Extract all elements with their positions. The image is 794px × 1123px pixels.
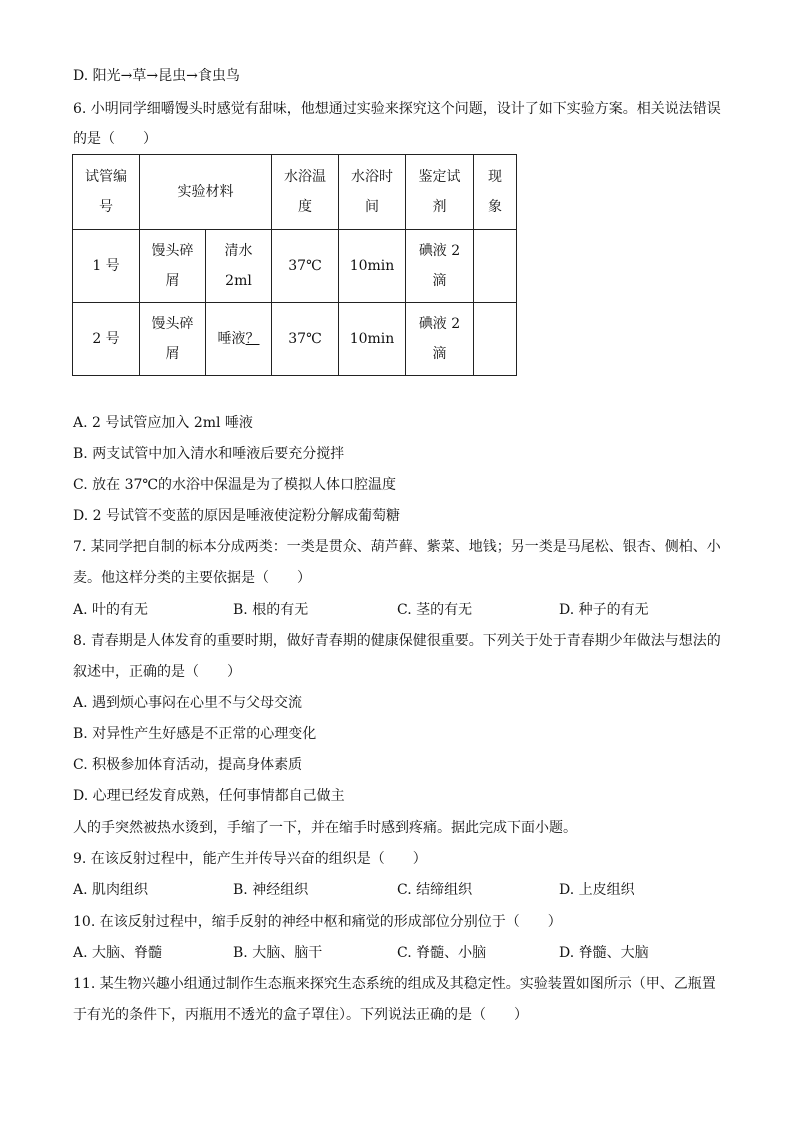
tube-2-liquid: 唾液？: [206, 303, 272, 376]
q7-options: [73, 600, 733, 620]
q6-option-b: B. 两支试管中加入清水和唾液后要充分搅拌: [73, 446, 345, 462]
tube-1-time: 10min: [339, 230, 406, 303]
header-tube-number: 试管编 号: [73, 155, 140, 230]
experiment-table: [72, 154, 517, 376]
q9-option-c: C. 结缔组织: [397, 882, 473, 898]
tube-1-liquid: 清水 2ml: [206, 230, 272, 303]
q10-option-b: B. 大脑、脑干: [233, 945, 323, 961]
tube-2-reagent: 碘液 2 滴: [406, 303, 474, 376]
q7-option-d: D. 种子的有无: [559, 602, 649, 618]
q9-option-d: D. 上皮组织: [559, 882, 635, 898]
q8-option-c: C. 积极参加体育活动，提高身体素质: [73, 757, 303, 773]
q8-option-b: B. 对异性产生好感是不正常的心理变化: [73, 726, 317, 742]
q9-option-b: B. 神经组织: [233, 882, 309, 898]
q10-stem: 10. 在该反射过程中，缩手反射的神经中枢和痛觉的形成部位分别位于（ ）: [73, 914, 562, 930]
q10-option-d: D. 脊髓、大脑: [559, 945, 649, 961]
q10-option-a: A. 大脑、脊髓: [73, 945, 163, 961]
tube-2-material: 馒头碎 屑: [140, 303, 206, 376]
q8-option-d: D. 心理已经发育成熟，任何事情都自己做主: [73, 788, 345, 804]
q6-option-a: A. 2 号试管应加入 2ml 唾液: [73, 415, 253, 431]
tube-1-label: 1 号: [73, 230, 140, 303]
q7-stem-line1: 7. 某同学把自制的标本分成两类：一类是贯众、葫芦藓、紫菜、地钱；另一类是马尾松、银杏、侧柏、小: [73, 539, 721, 555]
tube-1-material: 馒头碎 屑: [140, 230, 206, 303]
tube-2-phenomenon: [474, 303, 517, 376]
q8-stem-line2: 叙述中，正确的是（ ）: [73, 664, 241, 680]
q7-option-b: B. 根的有无: [233, 602, 309, 618]
q9-stem: 9. 在该反射过程中，能产生并传导兴奋的组织是（ ）: [73, 851, 427, 867]
header-bath-time: 水浴时 间: [339, 155, 406, 230]
header-material: 实验材料: [140, 155, 272, 230]
q7-option-a: A. 叶的有无: [73, 602, 149, 618]
q10-option-c: C. 脊髓、小脑: [397, 945, 487, 961]
q6-option-c: C. 放在 37℃的水浴中保温是为了模拟人体口腔温度: [73, 477, 397, 493]
blank-mark: ？: [245, 331, 260, 347]
header-phenomenon: 现 象: [474, 155, 517, 230]
tube-2-temp: 37℃: [272, 303, 339, 376]
q10-options: [73, 943, 733, 963]
q11-stem-line2: 于有光的条件下，丙瓶用不透光的盒子罩住）。下列说法正确的是（ ）: [73, 1007, 528, 1023]
header-reagent: 鉴定试 剂: [406, 155, 474, 230]
q6-stem-line1: 6. 小明同学细嚼馒头时感觉有甜味，他想通过实验来探究这个问题，设计了如下实验方案。相关说法错误: [73, 101, 721, 117]
q5-option-d: D. 阳光→草→昆虫→食虫鸟: [73, 68, 240, 84]
q6-stem-line2: 的是（ ）: [73, 131, 157, 147]
q9-option-a: A. 肌肉组织: [73, 882, 149, 898]
tube-1-reagent: 碘液 2 滴: [406, 230, 474, 303]
table-row: [73, 230, 517, 303]
q6-option-d: D. 2 号试管不变蓝的原因是唾液使淀粉分解成葡萄糖: [73, 508, 400, 524]
q8-stem-line1: 8. 青春期是人体发育的重要时期，做好青春期的健康保健很重要。下列关于处于青春期少年做法与想法的: [73, 633, 721, 649]
table-header-row: [73, 155, 517, 230]
tube-1-phenomenon: [474, 230, 517, 303]
q8-option-a: A. 遇到烦心事闷在心里不与父母交流: [73, 695, 303, 711]
tube-2-label: 2 号: [73, 303, 140, 376]
shared-stem: 人的手突然被热水烫到，手缩了一下，并在缩手时感到疼痛。据此完成下面小题。: [73, 820, 577, 836]
q9-options: [73, 880, 733, 900]
table-row: [73, 303, 517, 376]
header-bath-temp: 水浴温 度: [272, 155, 339, 230]
tube-1-temp: 37℃: [272, 230, 339, 303]
q7-option-c: C. 茎的有无: [397, 602, 473, 618]
q11-stem-line1: 11. 某生物兴趣小组通过制作生态瓶来探究生态系统的组成及其稳定性。实验装置如图所示（甲、乙瓶置: [73, 976, 716, 992]
q7-stem-line2: 麦。他这样分类的主要依据是（ ）: [73, 570, 311, 586]
tube-2-time: 10min: [339, 303, 406, 376]
